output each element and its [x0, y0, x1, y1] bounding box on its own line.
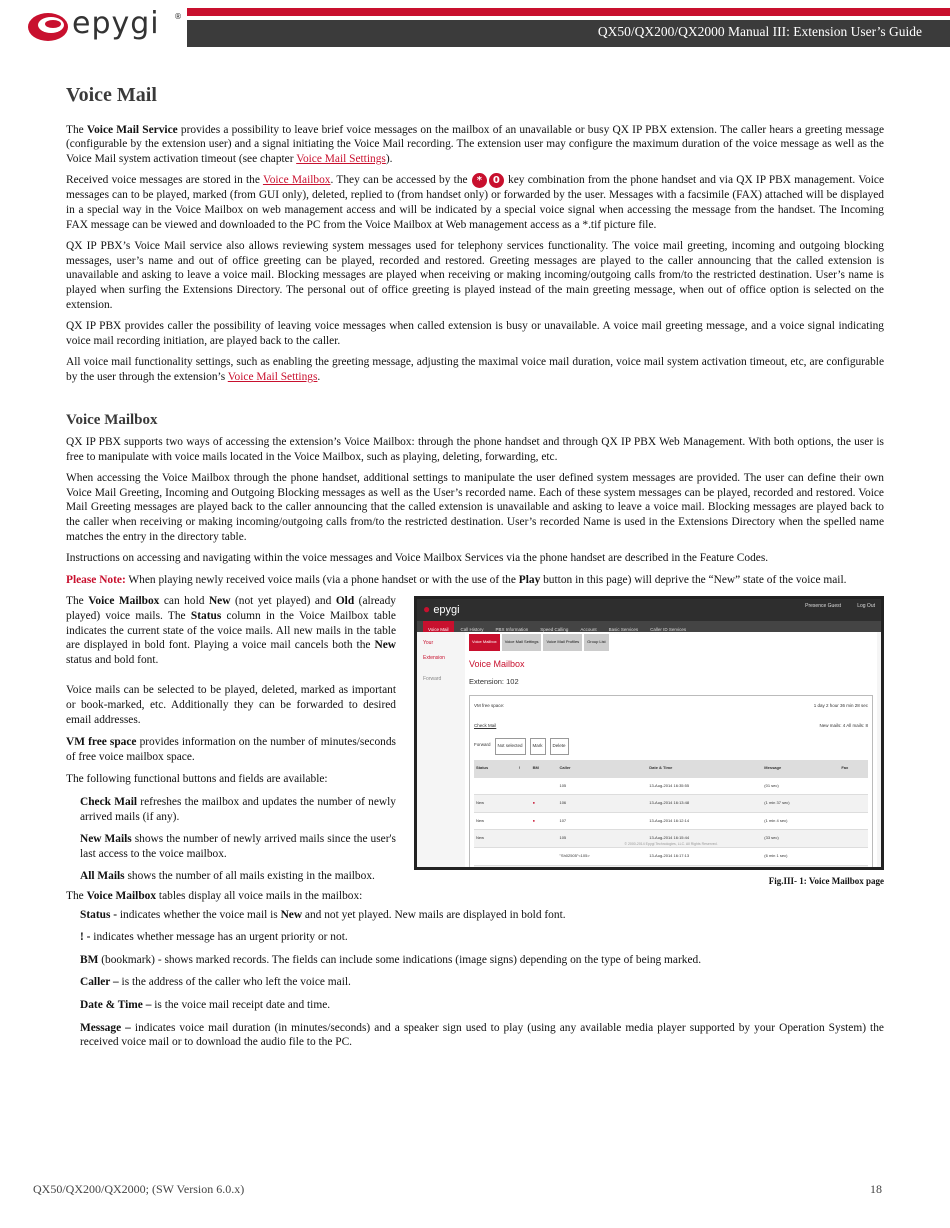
shot-cell: ●	[531, 812, 558, 830]
header-red-bar	[187, 8, 950, 16]
field-message: Message – indicates voice mail duration (in minutes/seconds) and a speaker sign used to play (using any available media player supported by your Operation System) the received voice mail or to download the audio file to the PC.	[80, 1021, 884, 1049]
shot-logo: ● epygi	[423, 602, 460, 617]
shot-mail-table: Status ! BM Caller Date & Time Message Fax 105 13-Aug-2014 16:35:55 (01 sec) New ● 106 13-Aug-2014 16:13:48 (1 min 37 sec) New ● 107 13-Aug-2014 16:12:14 (1 min 4 sec) New 105 13-Aug-2014 16:15:44 (33 sec) "Sh02505"<105> 13-Aug-2014 16:17:13 (6 min 1 sec)	[474, 760, 868, 870]
paragraph-received-messages: Received voice messages are stored in the Voice Mailbox. They can be accessed by the * 0 key combination from the phone handset and via QX IP PBX management. Voice messages can to be played, marked (from GUI only), deleted, replied to (from handset only) or forwarded by the user. Messages with a facsimile (FAX) attached will be displayed in a special way in the Voice Mailbox on web management access and will be indicated by a special voice signal when accessing the message from the handset. The Incoming FAX message can be viewed and downloaded to the PC from the Voice Mailbox at Web management access as a *.tif picture file.	[66, 174, 885, 231]
shot-cell: "Sh02505"<105>	[557, 847, 647, 865]
shot-cell	[474, 865, 517, 870]
shot-cell	[531, 865, 558, 870]
shot-cell: New	[474, 830, 517, 848]
shot-cell	[474, 777, 517, 795]
mailbox-left-column	[66, 594, 396, 884]
shot-cell: 13-Aug-2014 16:17:13	[647, 847, 762, 865]
please-note: Please Note: When playing newly received voice mails (via a phone handset or with the use of the Play button in this page) will deprive the “New” state of the voice mail.	[66, 573, 847, 586]
shot-cell: New	[474, 812, 517, 830]
shot-cell: (33 sec)	[762, 830, 839, 848]
shot-cell	[557, 865, 647, 870]
shot-sidebar: Your Extension Forward	[423, 640, 445, 682]
shot-cell	[647, 865, 762, 870]
shot-nav-item: Call History	[460, 627, 484, 633]
voice-mailbox-screenshot	[414, 596, 884, 870]
shot-topbar	[417, 599, 881, 621]
shot-nav-item: PBX Information	[495, 627, 529, 633]
field-caller: Caller – is the address of the caller who left the voice mail.	[80, 976, 351, 989]
paragraph-mailbox-access: QX IP PBX supports two ways of accessing the extension’s Voice Mailbox: through the phone handset and through QX IP PBX Web Management. With both options, the user is free to manipulate with voice mails located in the Voice Mailbox, such as playing, deleting, forwarding, etc.	[66, 436, 884, 463]
paragraph-caller-possibility: QX IP PBX provides caller the possibility of leaving voice messages when called extension is busy or unavailable. A voice mail greeting message, and a voice signal indicating voice mail recording initiation, are played back to the caller.	[66, 320, 884, 347]
paragraph-instructions: Instructions on accessing and navigating within the voice messages and Voice Mailbox Services via the phone handset are described in the Feature Codes.	[66, 552, 769, 565]
shot-cell	[762, 865, 839, 870]
item-all-mails: All Mails shows the number of all mails existing in the mailbox.	[80, 870, 375, 883]
item-check-mail: Check Mail refreshes the mailbox and updates the number of newly arrived mails (if any).	[80, 795, 396, 823]
shot-nav	[417, 621, 881, 632]
shot-nav-item: Voice Mail	[423, 621, 454, 632]
shot-logout: Log Out	[857, 603, 875, 610]
manual-title: QX50/QX200/QX2000 Manual III: Extension User’s Guide	[597, 24, 922, 39]
shot-cell: (1 min 4 sec)	[762, 812, 839, 830]
shot-mail-row	[474, 795, 868, 813]
paragraph-functional: The following functional buttons and fields are available:	[66, 773, 328, 786]
paragraph-settings: All voice mail functionality settings, such as enabling the greeting message, adjusting the maximal voice mail duration, voice mail system activation timeout, etc, are configurable by the user through the extension’s Voice Mail Settings.	[66, 356, 884, 383]
page-content	[66, 84, 885, 1058]
shot-mailbox-panel: VM free space: 1 day 2 hour 36 min 28 sec Check Mail New mails: 4 All mails: 8 Forward Not selected Mark Delete Status ! BM Caller Date & Time Message Fax 105 13-Aug-2014 16:35:55 (01 sec) New ● 106 13-Aug-2014 16:13:48 (1 min 37 sec) New ● 107 13-Aug-2014 16:12:14 (1 min 4 sec) New 105 13-Aug-2014 16:15:44 (33 sec) "Sh02505"<105> 13-Aug-2014 16:17:13 (6 min 1 sec)	[469, 695, 873, 870]
footer-version: QX50/QX200/QX2000; (SW Version 6.0.x)	[33, 1182, 245, 1196]
shot-mail-row	[474, 777, 868, 795]
shot-tabs: Voice Mailbox Voice Mail Settings Voice Mail Profiles Group List	[465, 632, 877, 653]
shot-mail-row	[474, 812, 868, 830]
shot-cell	[517, 865, 531, 870]
paragraph-table-intro: The Voice Mailbox tables display all voice mails in the mailbox:	[66, 890, 363, 903]
shot-cell: 105	[557, 830, 647, 848]
shot-nav-item: Speed Calling	[540, 627, 569, 633]
page-number: 18	[870, 1182, 882, 1196]
shot-cell: ●	[531, 795, 558, 813]
page-header	[0, 0, 950, 50]
shot-cell: 107	[557, 812, 647, 830]
shot-mail-row	[474, 865, 868, 870]
subsection-title: Voice Mailbox	[66, 411, 158, 428]
link-voice-mailbox[interactable]: Voice Mailbox	[262, 174, 331, 187]
shot-cell	[839, 812, 868, 830]
paragraph-handset-access: When accessing the Voice Mailbox through the phone handset, additional settings to manipulate the user defined system messages are provided. The user can define their own Voice Mail Greeting, Incoming and Outgoing Blocking messages as well as the User’s recorded name. Each of these system messages can be played, recorded and restored. Voice Mail Greeting messages are played back to the caller announcing that the called extension is unavailable and asking to leave a voice mail. Blocking messages are played back to the caller when receiving or making incoming/outgoing calls from/to the restricted destination. User’s recorded Name is used in the Extensions Directory when the spelled name matches the entry in the directory table.	[66, 472, 884, 543]
shot-cell	[517, 812, 531, 830]
shot-cell	[517, 777, 531, 795]
shot-nav-item: Caller ID Services	[650, 627, 687, 633]
shot-cell: 105	[557, 777, 647, 795]
star-key-icon: *	[472, 173, 487, 188]
shot-cell: 106	[557, 795, 647, 813]
figure-voice-mailbox	[414, 596, 884, 889]
paragraph-vm-free: VM free space provides information on the number of minutes/seconds of free voice mailbox space.	[66, 736, 396, 763]
field-bookmark: BM (bookmark) - shows marked records. The fields can include some indications (image signs) depending on the type of being marked.	[80, 953, 702, 966]
shot-footer: © 2000-2014 Epygi Technologies, LLC. All Rights Reserved.	[624, 841, 718, 846]
section-title: Voice Mail	[66, 84, 157, 106]
shot-cell	[839, 777, 868, 795]
shot-cell: 13-Aug-2014 16:35:55	[647, 777, 762, 795]
shot-cell: (6 min 1 sec)	[762, 847, 839, 865]
link-voice-mail-settings-2[interactable]: Voice Mail Settings	[227, 370, 318, 383]
shot-cell	[839, 865, 868, 870]
figure-caption: Fig.III- 1: Voice Mailbox page	[768, 876, 884, 887]
field-date-time: Date & Time – is the voice mail receipt date and time.	[80, 999, 331, 1011]
shot-cell: 13-Aug-2014 16:12:14	[647, 812, 762, 830]
mailbox-two-column	[66, 594, 884, 889]
paragraph-voice-mail-service: The Voice Mail Service provides a possibility to leave brief voice messages on the mailbox of an unavailable or busy QX IP PBX extension. The caller hears a greeting message (configurable by the extension user) and a signal initiating the Voice Mail recording. The extension user may configure the maximum duration of the voice message as well as the Voice Mail system activation timeout (see chapter Voice Mail Settings).	[66, 123, 885, 165]
item-new-mails: New Mails shows the number of newly arrived mails since the user's last access to the voice mailbox.	[80, 833, 396, 860]
epygi-swirl-icon	[26, 10, 70, 44]
epygi-logo	[26, 8, 186, 46]
paragraph-mailbox-hold: The Voice Mailbox can hold New (not yet played) and Old (already played) voice mails. The Status column in the Voice Mailbox table indicates the current state of the voice mails. All new mails in the table are displayed in bold font. Playing a voice mail cancels both the New status and bold font.	[66, 595, 396, 666]
link-voice-mail-settings[interactable]: Voice Mail Settings	[296, 152, 386, 165]
shot-cell	[839, 795, 868, 813]
shot-extension: Extension: 102	[469, 676, 519, 686]
shot-cell	[517, 795, 531, 813]
paragraph-selection: Voice mails can be selected to be played, deleted, marked as important or book-marked, etc. Additionally they can be forwarded to desired email addresses.	[66, 684, 396, 726]
field-status: Status - indicates whether the voice mail is New and not yet played. New mails are displayed in bold font.	[80, 908, 566, 921]
registered-mark: ®	[174, 12, 182, 21]
shot-cell: (1 min 37 sec)	[762, 795, 839, 813]
shot-cell: 13-Aug-2014 16:13:48	[647, 795, 762, 813]
shot-cell: 13-Aug-2014 16:15:44	[647, 830, 762, 848]
shot-presence: Presence Guest	[805, 603, 841, 610]
shot-main	[465, 632, 877, 867]
shot-cell: (01 sec)	[762, 777, 839, 795]
shot-cell	[531, 777, 558, 795]
field-list	[66, 908, 884, 1050]
logo-text: epygi	[72, 6, 160, 41]
shot-nav-item: Basic Services	[608, 627, 639, 633]
shot-cell: New	[474, 795, 517, 813]
shot-heading: Voice Mailbox	[469, 659, 525, 670]
shot-nav-item: Account	[580, 627, 597, 633]
field-urgent: ! - indicates whether message has an urgent priority or not.	[80, 931, 348, 944]
paragraph-system-messages: QX IP PBX’s Voice Mail service also allows reviewing system messages used for telephony services functionality. The voice mail greeting, incoming and outgoing blocking messages, user’s name and out of office greeting can be played, recorded and restored. Greeting messages are played to the caller announcing that the called extension is unavailable and asking to leave a voice mail. Blocking messages are played when receiving or making incoming/outgoing calls from/to the restricted destination. User’s name is played when surfing the Extensions Directory. The personal out of office greeting is played instead of the main greeting message, when out of office option is selected on the extension.	[66, 240, 884, 311]
zero-key-icon: 0	[489, 173, 504, 188]
